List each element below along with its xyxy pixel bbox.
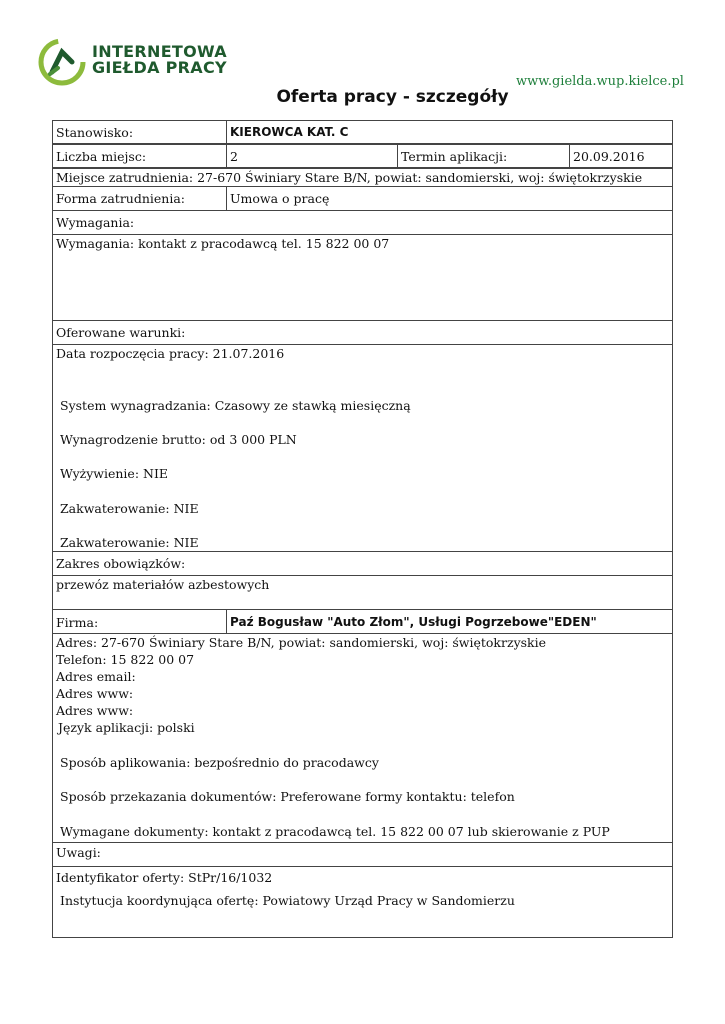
conditions-header: Oferowane warunki: <box>56 325 186 340</box>
location-text: Miejsce zatrudnienia: 27-670 Świniary Stare B/N, powiat: sandomierski, woj: świętokrzyskie <box>56 170 643 185</box>
company-www-1: Adres www: <box>56 686 134 701</box>
offer-id: Identyfikator oferty: StPr/16/1032 <box>56 870 273 885</box>
logo-text <box>92 44 227 76</box>
coordinating-institution: Instytucja koordynująca ofertę: Powiatowy Urząd Pracy w Sandomierzu <box>60 893 515 908</box>
places-value: 2 <box>230 149 238 164</box>
start-date: Data rozpoczęcia pracy: 21.07.2016 <box>56 346 285 361</box>
position-value: KIEROWCA KAT. C <box>230 125 349 139</box>
logo-line2: GIEŁDA PRACY <box>92 58 227 77</box>
company-label: Firma: <box>56 615 99 630</box>
deadline-label: Termin aplikacji: <box>401 149 508 164</box>
duties-header: Zakres obowiązków: <box>56 556 186 571</box>
company-www-2: Adres www: <box>56 703 134 718</box>
location-row <box>52 168 673 187</box>
meals: Wyżywienie: NIE <box>60 466 169 481</box>
company-row <box>52 609 673 634</box>
requirements-header-row <box>52 210 673 235</box>
logo-icon <box>38 38 86 86</box>
salary: Wynagrodzenie brutto: od 3 000 PLN <box>60 432 297 447</box>
conditions-body <box>52 344 673 552</box>
conditions-header-row <box>52 320 673 345</box>
pay-system: System wynagradzania: Czasowy ze stawką miesięczną <box>60 398 411 413</box>
company-address: Adres: 27-670 Świniary Stare B/N, powiat: sandomierski, woj: świętokrzyskie <box>56 635 547 650</box>
position-label: Stanowisko: <box>56 125 134 140</box>
position-row <box>52 120 673 144</box>
duties-text: przewóz materiałów azbestowych <box>56 577 270 592</box>
duties-body <box>52 575 673 610</box>
requirements-header: Wymagania: <box>56 215 135 230</box>
notes-header-row <box>52 842 673 867</box>
employment-label: Forma zatrudnienia: <box>56 191 186 206</box>
notes-body <box>52 866 673 938</box>
employment-value: Umowa o pracę <box>230 191 330 206</box>
company-details <box>52 633 673 843</box>
site-url[interactable]: www.gielda.wup.kielce.pl <box>516 74 684 89</box>
documents-method: Sposób przekazania dokumentów: Preferowane formy kontaktu: telefon <box>60 789 515 804</box>
accommodation-1: Zakwaterowanie: NIE <box>60 501 199 516</box>
notes-header: Uwagi: <box>56 845 101 860</box>
required-documents: Wymagane dokumenty: kontakt z pracodawcą tel. 15 822 00 07 lub skierowanie z PUP <box>60 824 610 839</box>
apply-method: Sposób aplikowania: bezpośrednio do pracodawcy <box>60 755 379 770</box>
deadline-value: 20.09.2016 <box>573 149 645 164</box>
places-label: Liczba miejsc: <box>56 149 147 164</box>
places-row <box>52 144 673 168</box>
requirements-body <box>52 234 673 321</box>
page-title: Oferta pracy - szczegóły <box>276 87 509 107</box>
requirements-text: Wymagania: kontakt z pracodawcą tel. 15 822 00 07 <box>56 236 390 251</box>
employment-row <box>52 186 673 211</box>
company-phone: Telefon: 15 822 00 07 <box>56 652 195 667</box>
logo-line1: INTERNETOWA <box>92 42 227 61</box>
accommodation-2: Zakwaterowanie: NIE <box>60 535 199 550</box>
duties-header-row <box>52 551 673 576</box>
application-language: Język aplikacji: polski <box>58 720 195 735</box>
company-name: Paź Bogusław "Auto Złom", Usługi Pogrzebowe"EDEN" <box>230 615 597 629</box>
logo <box>38 38 228 88</box>
company-email: Adres email: <box>56 669 136 684</box>
